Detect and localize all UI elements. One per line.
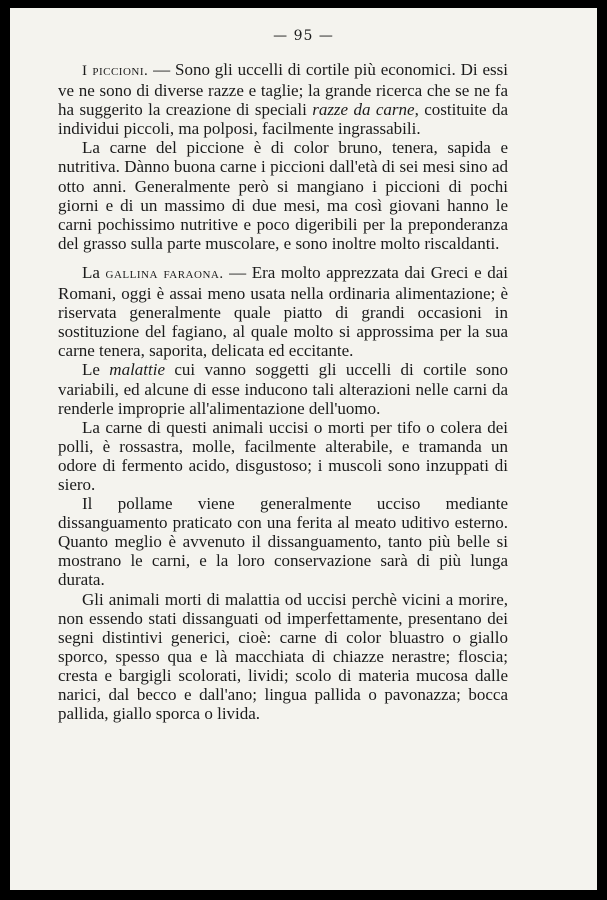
paragraph-dissanguamento [58,494,508,589]
paragraph-lead: La [82,262,106,282]
book-page [10,8,597,890]
paragraph-text: La carne di questi animali uccisi o morti per tifo o colera dei polli, è rossastra, molle, facilmente alterabile, e tramanda un odore di fermento acido, disgustoso; i muscoli sono inzuppati di siero. [58,417,508,494]
paragraph-text: — Sono gli uccelli di cortile più economici. Di essi ve ne sono di diverse razze e taglie; la grande ricerca che se ne fa ha suggerito la creazione di speciali [58,60,508,120]
paragraph-tifo-colera [58,418,508,494]
paragraph-text: — Era molto apprezzata dai Greci e dai Romani, oggi è assai meno usata nella ordinaria alimentazione; è riservata generalmente quale piatto di grandi occasioni in sostituzione del fagiano, al quale molto si approssima per la sua carne tenera, saporita, delicata ed eccitante. [58,262,508,361]
paragraph-text-tail: , costituite da individui piccoli, ma polposi, facilmente ingrassabili. [58,100,508,139]
page-number: — 95 — [273,28,334,44]
italic-term: malattie [109,360,166,380]
section-heading-faraona: gallina faraona. [105,265,224,282]
paragraph-text: Il pollame viene generalmente ucciso mediante dissanguamento praticato con una ferita al meato uditivo esterno. Quanto meglio è avvenuto il dissanguamento, tanto più belle si mostrano le carni, e la loro conservazione sarà di più lunga durata. [58,494,508,590]
body-text [58,60,508,723]
paragraph-animali-morti [58,590,508,724]
paragraph-carne-piccione [58,138,508,253]
paragraph-malattie [58,360,508,417]
section-heading-piccioni: I piccioni. [82,63,149,79]
paragraph-text: cui vanno soggetti gli uccelli di cortile sono variabili, ed alcune di esse inducono tali alterazioni nelle carni da renderle improprie all'alimentazione dell'uomo. [58,360,508,418]
paragraph-lead: Le [82,360,110,380]
paragraph-gallina-faraona [58,263,508,360]
paragraph-text: Gli animali morti di malattia od uccisi perchè vicini a morire, non essendo stati dissanguati od imperfettamente, presentano dei segni distintivi generici, cioè: carne di color bluastro o giallo sporco, spesso qua e là macchiata di chiazze nerastre; floscia; cresta e bargigli scolorati, lividi; scolo di materia mucosa dalle narici, dal becco e dall'ano; lingua pallida o pavonazza; bocca pallida, giallo sporca o livida. [58,589,508,724]
italic-term: razze da carne [312,100,415,120]
paragraph-piccioni [58,60,508,138]
paragraph-text: La carne del piccione è di color bruno, tenera, sapida e nutritiva. Dànno buona carne i piccioni dall'età di sei mesi sino ad otto anni. Generalmente però si mangiano i piccioni di pochi giorni e di un massimo di due mesi, ma così giovani hanno le carni pochissimo nutritive e poco digeribili per la preponderanza del grasso sulla parte muscolare, e sono inoltre molto riscaldanti. [58,138,508,253]
